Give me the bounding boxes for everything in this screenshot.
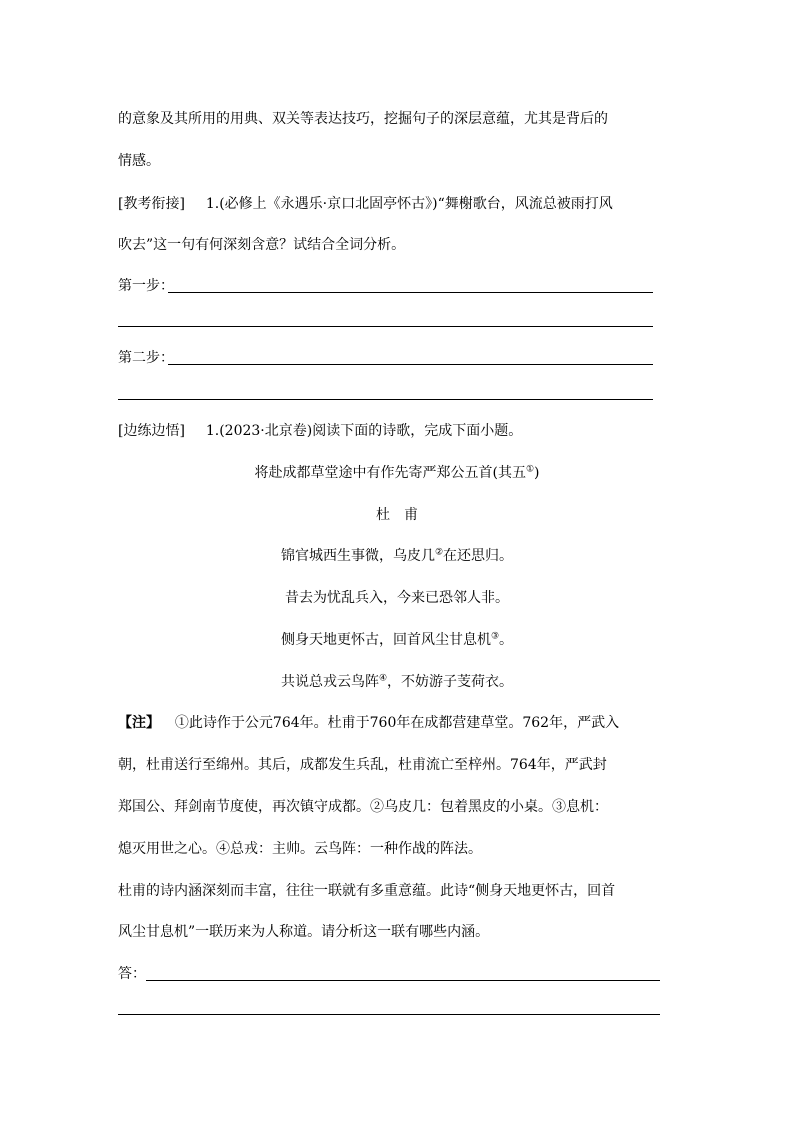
notes-line-2: 朝，杜甫送行至绵州。其后，成都发生兵乱，杜甫流亡至梓州。764年，严武封	[118, 757, 607, 773]
poem-line-4	[0, 672, 794, 692]
poem-title-note-marker: ①	[525, 464, 535, 475]
step1-label: 第一步：	[118, 278, 174, 294]
poem-title	[0, 463, 794, 483]
poem-title-text: 将赴成都草堂途中有作先寄严郑公五首(其五	[254, 465, 526, 481]
poem-title-close: )	[534, 465, 540, 481]
intro-line-2: 情感。	[118, 153, 160, 169]
answer-line-2[interactable]	[118, 1014, 660, 1015]
practice-tag: [边练边悟]	[118, 423, 185, 439]
practice-question-line	[118, 421, 522, 441]
textbook-link-question-text: 1.(必修上《永遇乐·京口北固亭怀古》)“舞榭歌台，风流总被雨打风	[205, 196, 613, 212]
prompt-line-1: 杜甫的诗内涵深刻而丰富，往往一联就有多重意蕴。此诗“侧身天地更怀古，回首	[118, 883, 616, 899]
poem-line-1-note-marker: ②	[434, 547, 444, 558]
practice-question-text: 1.(2023·北京卷)阅读下面的诗歌，完成下面小题。	[205, 423, 523, 439]
step1-answer-line[interactable]	[168, 292, 653, 293]
prompt-line-2: 风尘甘息机”一联历来为人称道。请分析这一联有哪些内涵。	[118, 924, 490, 940]
textbook-link-tag: [教考衔接]	[118, 196, 185, 212]
poem-line-1-part-a: 锦官城西生事微，乌皮几	[280, 548, 435, 564]
notes-line-4: 熄灭用世之心。④总戎：主帅。云鸟阵：一种作战的阵法。	[118, 841, 482, 857]
poem-line-1	[0, 546, 794, 566]
poem-line-2-part-a: 昔去为忧乱兵入，今来已恐邻人非。	[285, 590, 509, 606]
poem-line-4-note-marker: ④	[378, 673, 388, 684]
notes-line-1	[118, 713, 619, 733]
notes-text-1: ①此诗作于公元764年。杜甫于760年在成都营建草堂。762年，严武入	[174, 715, 620, 731]
poem-author: 杜 甫	[376, 507, 418, 523]
poem-line-2	[0, 588, 794, 608]
answer-label: 答：	[118, 966, 146, 982]
step1-answer-line-2[interactable]	[118, 326, 653, 327]
poem-line-4-part-b: ，不妨游子芰荷衣。	[387, 674, 514, 690]
step2-answer-line-2[interactable]	[118, 399, 653, 400]
poem-line-3-part-a: 侧身天地更怀古，回首风尘甘息机	[280, 632, 491, 648]
poem-line-3	[0, 630, 794, 650]
textbook-link-question-line-2: 吹去”这一句有何深刻含意？试结合全词分析。	[118, 237, 406, 253]
intro-line-1: 的意象及其所用的用典、双关等表达技巧，挖掘句子的深层意蕴，尤其是背后的	[118, 111, 608, 127]
step2-answer-line[interactable]	[168, 364, 653, 365]
answer-line-1[interactable]	[146, 980, 660, 981]
poem-line-3-part-b: 。	[499, 632, 514, 648]
poem-line-3-note-marker: ③	[490, 631, 500, 642]
notes-tag: 【注】	[118, 715, 160, 731]
notes-line-3: 郑国公、拜剑南节度使，再次镇守成都。②乌皮几：包着黑皮的小桌。③息机：	[118, 799, 608, 815]
step2-label: 第二步：	[118, 350, 174, 366]
poem-line-1-part-b: 在还思归。	[443, 548, 514, 564]
poem-line-4-part-a: 共说总戎云鸟阵	[280, 674, 379, 690]
textbook-link-question-line-1	[118, 194, 613, 214]
